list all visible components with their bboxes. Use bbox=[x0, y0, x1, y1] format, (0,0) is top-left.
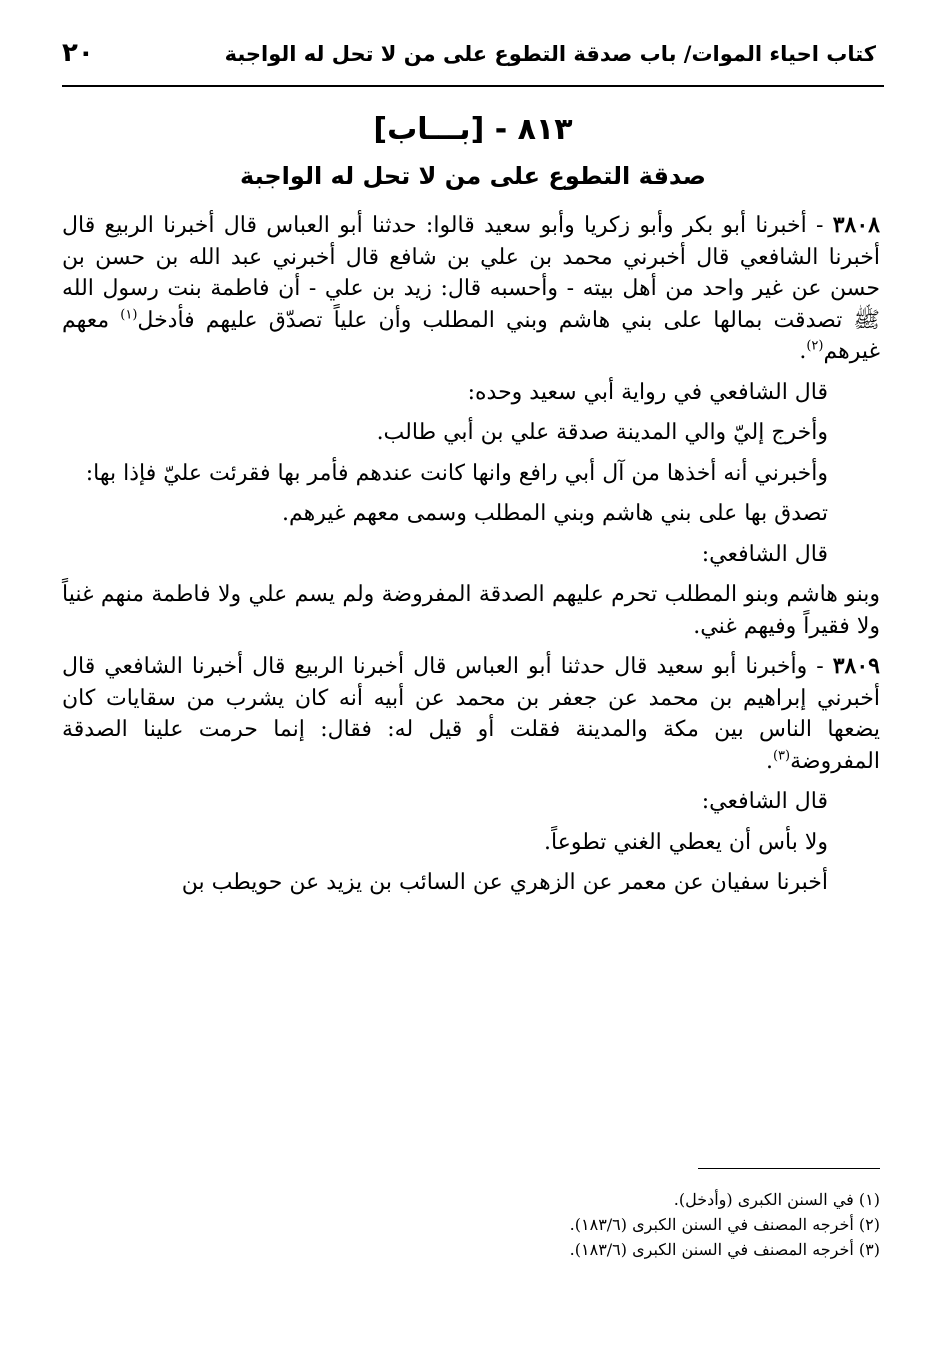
footnote-ref: (١) bbox=[120, 307, 138, 323]
chapter-title: ٨١٣ - [بـــاب] bbox=[373, 112, 573, 147]
paragraph: تصدق بها على بني هاشم وبني المطلب وسمى معهم غيرهم. bbox=[282, 501, 828, 526]
chapter-subtitle: صدقة التطوع على من لا تحل له الواجبة bbox=[240, 162, 706, 190]
footnote-rule bbox=[698, 1168, 880, 1169]
footnote: (٢) أخرجه المصنف في السنن الكبرى (١٨٣/٦). bbox=[569, 1215, 880, 1234]
running-header-title: كتاب احياء الموات/ باب صدقة التطوع على من لا تحل له الواجبة bbox=[224, 42, 876, 66]
paragraph: وأخرج إليّ والي المدينة صدقة علي بن أبي طالب. bbox=[376, 420, 828, 445]
hadith-number: ٣٨٠٩ bbox=[832, 653, 880, 679]
body-text bbox=[62, 210, 880, 908]
hadith-paragraph bbox=[62, 651, 880, 777]
paragraph: قال الشافعي في رواية أبي سعيد وحده: bbox=[467, 379, 828, 405]
paragraph-text: . bbox=[799, 339, 807, 364]
paragraph: وبنو هاشم وبنو المطلب تحرم عليهم الصدقة المفروضة ولم يسم علي ولا فاطمة منهم غنياً ولا فقيراً وفيهم غني. bbox=[62, 582, 880, 639]
paragraph: قال الشافعي: bbox=[701, 541, 828, 567]
paragraph: قال الشافعي: bbox=[701, 789, 828, 814]
paragraph-text: - وأخبرنا أبو سعيد قال حدثنا أبو العباس قال أخبرنا الربيع قال أخبرنا الشافعي قال أخبرني إبراهيم بن محمد عن جعفر بن محمد عن أبيه أنه كان يشرب من سقايات كان يضعها الناس بين مكة والمدينة فقلت أو قيل له: فقال: إنما حرمت علينا الصدقة المفروضة bbox=[62, 654, 880, 774]
footnote: (٣) أخرجه المصنف في السنن الكبرى (١٨٣/٦). bbox=[569, 1240, 880, 1259]
paragraph: وأخبرني أنه أخذها من آل أبي رافع وانها كانت عندهم فأمر بها فقرئت عليّ فإذا بها: bbox=[85, 460, 828, 486]
paragraph-text: معهم غيرهم bbox=[62, 307, 880, 364]
paragraph: أخبرنا سفيان عن معمر عن الزهري عن السائب بن يزيد عن حويطب بن bbox=[181, 870, 828, 895]
header-rule bbox=[62, 85, 884, 87]
paragraph: ولا بأس أن يعطي الغني تطوعاً. bbox=[544, 829, 828, 855]
paragraph-text: - أخبرنا أبو بكر وأبو زكريا وأبو سعيد قالوا: حدثنا أبو العباس قال أخبرنا الربيع قال أخبرنا الشافعي قال أخبرني محمد بن علي بن شافع قال أخبرني عبد الله بن حسن بن حسن عن غير واحد من أهل بيته - وأحسبه قال: زيد بن علي - أن فاطمة بنت رسول الله ﷺ تصدقت بمالها على بني هاشم وبني المطلب وأن علياً تصدّق عليهم فأدخل bbox=[62, 213, 880, 333]
hadith-number: ٣٨٠٨ bbox=[832, 212, 880, 238]
paragraph-text: . bbox=[765, 748, 773, 774]
footnote: (١) في السنن الكبرى (وأدخل). bbox=[673, 1190, 880, 1209]
running-header bbox=[62, 38, 876, 78]
hadith-paragraph bbox=[62, 210, 880, 368]
footnote-ref: (٣) bbox=[772, 748, 791, 764]
footnote-ref: (٢) bbox=[806, 338, 824, 354]
footnotes bbox=[62, 1187, 880, 1262]
page-number: ٢٠ bbox=[62, 38, 94, 68]
